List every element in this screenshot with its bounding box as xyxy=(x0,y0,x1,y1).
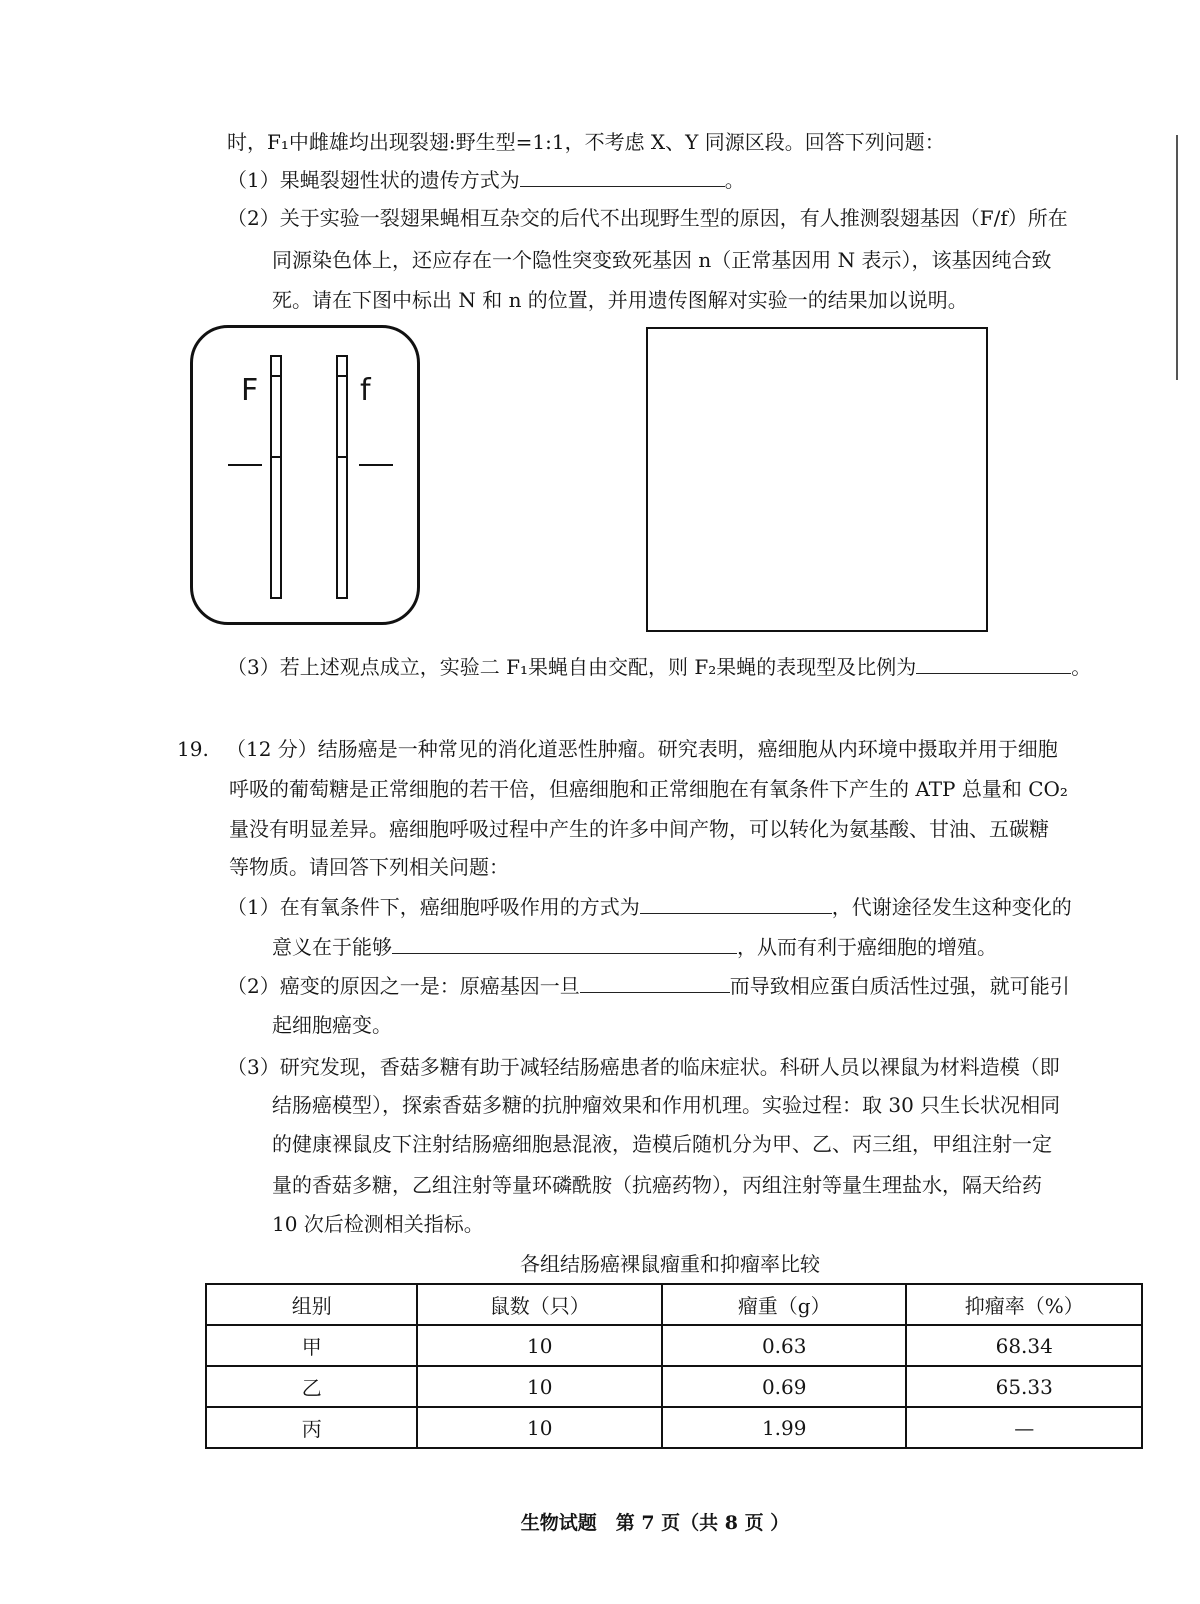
q18-part1-end: 。 xyxy=(724,168,745,192)
gene-label-right: f xyxy=(360,373,371,408)
header-inhibition-rate: 抑瘤率（%） xyxy=(906,1284,1142,1325)
q19-line1: （12 分）结肠癌是一种常见的消化道恶性肿瘤。研究表明，癌细胞从内环境中摄取并用于细胞 xyxy=(226,737,1058,761)
q18-part3-end: 。 xyxy=(1071,655,1092,679)
q19-part3-line4: 量的香菇多糖，乙组注射等量环磷酰胺（抗癌药物），丙组注射等量生理盐水，隔天给药 xyxy=(272,1173,1042,1197)
q19-part1b-text-cont: ，从而有利于癌细胞的增殖。 xyxy=(737,935,997,959)
cell-group: 丙 xyxy=(206,1407,417,1448)
cell-mouse-count: 10 xyxy=(417,1325,662,1366)
q18-part1-text: （1）果蝇裂翅性状的遗传方式为 xyxy=(227,168,520,192)
table-row xyxy=(206,1366,1142,1407)
q19-part2-line2: 起细胞癌变。 xyxy=(272,1013,392,1037)
q19-line4: 等物质。请回答下列相关问题： xyxy=(229,855,509,879)
q18-intro: 时，F₁中雌雄均出现裂翅:野生型=1:1，不考虑 X、Y 同源区段。回答下列问题： xyxy=(227,130,945,154)
cell-group: 乙 xyxy=(206,1366,417,1407)
table-caption: 各组结肠癌裸鼠瘤重和抑瘤率比较 xyxy=(520,1252,820,1276)
q19-part3-line3: 的健康裸鼠皮下注射结肠癌细胞悬混液，造模后随机分为甲、乙、丙三组，甲组注射一定 xyxy=(272,1132,1052,1156)
chromosome-diagram xyxy=(190,325,420,625)
results-table xyxy=(205,1283,1143,1449)
cell-inhibition-rate: 68.34 xyxy=(906,1325,1142,1366)
table-row xyxy=(206,1325,1142,1366)
q19-part1-line2 xyxy=(272,933,997,961)
genetic-diagram-answer-box[interactable] xyxy=(646,327,988,632)
q19-part3-line5: 10 次后检测相关指标。 xyxy=(272,1212,484,1236)
scan-edge-mark xyxy=(1176,135,1178,380)
page-footer: 生物试题 第 7 页（共 8 页 ） xyxy=(520,1512,790,1534)
q19-line2: 呼吸的葡萄糖是正常细胞的若干倍，但癌细胞和正常细胞在有氧条件下产生的 ATP 总量和 CO₂ xyxy=(229,777,1068,801)
header-tumor-weight: 瘤重（g） xyxy=(662,1284,906,1325)
left-gene-blank[interactable] xyxy=(228,464,262,466)
right-gene-blank[interactable] xyxy=(359,464,393,466)
header-mouse-count: 鼠数（只） xyxy=(417,1284,662,1325)
cell-tumor-weight: 0.69 xyxy=(662,1366,906,1407)
q19-part2-text: （2）癌变的原因之一是：原癌基因一旦 xyxy=(227,974,580,998)
q19-part1-line1 xyxy=(227,893,1072,921)
q18-part3-text: （3）若上述观点成立，实验二 F₁果蝇自由交配，则 F₂果蝇的表现型及比例为 xyxy=(227,655,917,679)
cell-inhibition-rate: 65.33 xyxy=(906,1366,1142,1407)
q18-part3-answer-blank[interactable] xyxy=(916,653,1071,674)
q19-number: 19. xyxy=(177,737,209,761)
q18-part2-line2: 同源染色体上，还应存在一个隐性突变致死基因 n（正常基因用 N 表示），该基因纯合致 xyxy=(272,248,1052,272)
chromosome-left xyxy=(270,355,282,599)
q18-part2-line3: 死。请在下图中标出 N 和 n 的位置，并用遗传图解对实验一的结果加以说明。 xyxy=(272,288,968,312)
q19-part3-line2: 结肠癌模型），探索香菇多糖的抗肿瘤效果和作用机理。实验过程：取 30 只生长状况相同 xyxy=(272,1093,1061,1117)
q19-part2-text-cont: 而导致相应蛋白质活性过强，就可能引 xyxy=(729,974,1070,998)
q19-part1b-text: 意义在于能够 xyxy=(272,935,392,959)
q19-part1-blank-b[interactable] xyxy=(392,933,737,954)
q18-part3 xyxy=(227,653,1091,681)
q18-part1 xyxy=(227,166,745,194)
q19-part1-text: （1）在有氧条件下，癌细胞呼吸作用的方式为 xyxy=(227,895,640,919)
chromosome-right xyxy=(336,355,348,599)
q19-part3-line1: （3）研究发现，香菇多糖有助于减轻结肠癌患者的临床症状。科研人员以裸鼠为材料造模（即 xyxy=(227,1055,1060,1079)
cell-tumor-weight: 1.99 xyxy=(662,1407,906,1448)
table-row xyxy=(206,1407,1142,1448)
q18-part2-line1: （2）关于实验一裂翅果蝇相互杂交的后代不出现野生型的原因，有人推测裂翅基因（F/f）所在 xyxy=(227,206,1068,230)
q19-line3: 量没有明显差异。癌细胞呼吸过程中产生的许多中间产物，可以转化为氨基酸、甘油、五碳糖 xyxy=(229,817,1049,841)
q19-part2-blank[interactable] xyxy=(580,972,730,993)
cell-mouse-count: 10 xyxy=(417,1366,662,1407)
cell-group: 甲 xyxy=(206,1325,417,1366)
cell-inhibition-rate: — xyxy=(906,1407,1142,1448)
q19-part1-text-cont: ，代谢途径发生这种变化的 xyxy=(831,895,1072,919)
cell-mouse-count: 10 xyxy=(417,1407,662,1448)
q19-part2-line1 xyxy=(227,972,1070,1000)
table-header-row xyxy=(206,1284,1142,1325)
cell-tumor-weight: 0.63 xyxy=(662,1325,906,1366)
q18-part1-answer-blank[interactable] xyxy=(520,166,725,187)
q19-part1-blank-a[interactable] xyxy=(640,893,832,914)
gene-label-left: F xyxy=(241,373,259,408)
header-group: 组别 xyxy=(206,1284,417,1325)
